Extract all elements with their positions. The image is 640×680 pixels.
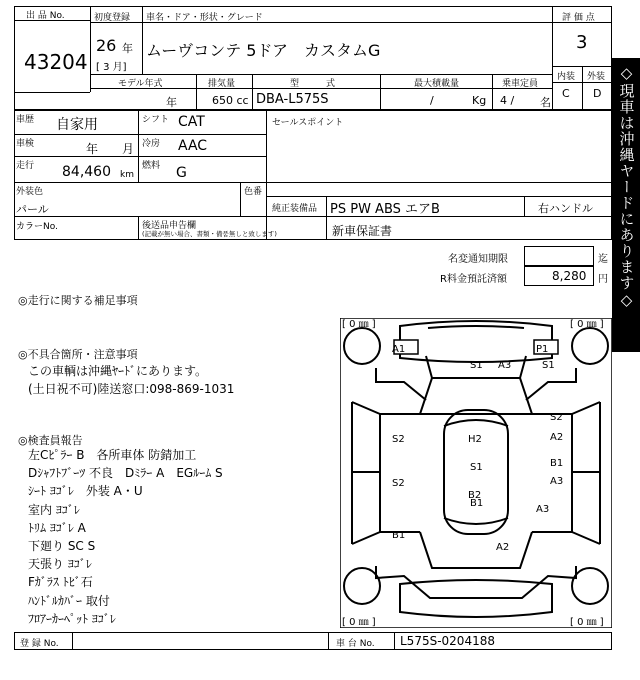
deadline-label: 名変通知期限 — [448, 254, 508, 265]
damage-mark: H2 — [468, 434, 482, 445]
defect-line-1: この車輌は沖縄ﾔｰﾄﾞにあります。 — [28, 364, 208, 378]
divider — [196, 74, 197, 110]
damage-mark: S2 — [392, 434, 405, 445]
deadline-box — [524, 246, 594, 266]
yard-notice-text: ◇現車は沖縄ヤードにあります◇ — [617, 64, 636, 310]
type-label: 型 式 — [290, 79, 336, 89]
equipment: PS PW ABS エアB — [330, 202, 440, 217]
history-label: 車歴 — [16, 115, 35, 125]
divider — [72, 632, 73, 650]
damage-mark: P1 — [536, 344, 549, 355]
inspector-line: ﾊﾝﾄﾞﾙｶﾊﾞｰ 取付 — [28, 593, 110, 608]
defect-line-2: (土日祝不可)陸送窓口:098-869-1031 — [28, 382, 235, 396]
first-reg-year: 26 — [96, 36, 117, 55]
max-load-label: 最大積載量 — [414, 79, 460, 89]
inspector-title: ◎検査員報告 — [18, 434, 83, 447]
chassis-label: 車 台 No. — [336, 639, 375, 649]
fuel-label: 燃料 — [142, 161, 161, 171]
damage-mark: S2 — [550, 412, 563, 423]
inspector-line: ｼｰﾄ ﾖｺﾞﾚ 外装 A・U — [28, 484, 143, 499]
damage-mark: B1 — [470, 498, 484, 509]
recycle-label: R料金預託済額 — [440, 274, 507, 285]
aftermarket-note: (記載が無い場合、書類・備품無しと致します) — [142, 230, 277, 238]
model-year-label: モデル年式 — [118, 79, 163, 89]
color-num-label: 色番 — [244, 187, 263, 197]
ext-color-label: 外装色 — [16, 187, 44, 197]
max-load-unit: Kg — [472, 94, 487, 107]
divider — [14, 156, 266, 157]
tire-rear-left — [344, 568, 380, 604]
interior-label: 内装 — [557, 72, 576, 82]
handle: 右ハンドル — [538, 202, 593, 215]
damage-mark: A1 — [392, 344, 406, 355]
divider — [240, 182, 241, 216]
damage-mark: S1 — [470, 462, 483, 473]
inspection-month: 月 — [122, 142, 135, 156]
inspector-line: 下廻り SC S — [28, 539, 96, 553]
shift: CAT — [178, 114, 205, 130]
inspector-line: ﾌﾛｱｰｶｰﾍﾟｯﾄ ﾖｺﾞﾚ — [28, 611, 116, 626]
inspection-year: 年 — [86, 142, 99, 156]
tire-depth-front-left: [ 0 ㎜ ] — [342, 319, 376, 330]
inspector-line: 天張り ﾖｺﾞﾚ — [28, 557, 92, 572]
yard-notice-banner — [612, 58, 640, 352]
divider — [14, 182, 612, 183]
divider — [266, 110, 267, 240]
divider — [138, 216, 139, 240]
divider — [90, 6, 91, 92]
damage-mark: S1 — [470, 360, 483, 371]
divider — [138, 110, 139, 182]
color-no-label: カラーNo. — [16, 222, 58, 232]
damage-diagram — [340, 318, 612, 628]
defect-title: ◎不具合箇所・注意事項 — [18, 348, 138, 361]
damage-mark: B1 — [550, 458, 564, 469]
ac-label: 冷房 — [142, 139, 161, 149]
divider — [14, 92, 90, 93]
inspector-line: Dｼｬﾌﾄﾌﾞｰﾂ 不良 Dﾐﾗｰ A EGﾙｰﾑ S — [28, 466, 223, 481]
fuel: G — [176, 165, 187, 181]
lot-number: 43204 — [24, 50, 88, 74]
divider — [394, 632, 395, 650]
inspector-line: ﾄﾘﾑ ﾖｺﾞﾚ A — [28, 520, 86, 535]
inspection-label: 車検 — [16, 139, 35, 149]
exterior-label: 外装 — [587, 72, 606, 82]
mileage: 84,460 — [62, 164, 111, 180]
divider — [142, 6, 143, 74]
tire-front-left — [344, 328, 380, 364]
reg-label: 登 録 No. — [20, 639, 59, 649]
driving-title: ◎走行に関する補足事項 — [18, 294, 138, 307]
damage-mark: A2 — [496, 542, 510, 553]
type-value: DBA-L575S — [256, 92, 329, 107]
displacement: 650 cc — [212, 94, 249, 107]
deadline-unit: 迄 — [598, 254, 608, 265]
damage-mark: S1 — [542, 360, 555, 371]
mileage-unit: km — [120, 170, 134, 180]
divider — [492, 74, 493, 110]
divider — [90, 74, 552, 75]
damage-mark: B1 — [392, 530, 406, 541]
displacement-label: 排気量 — [208, 79, 236, 89]
max-load-slash: / — [430, 94, 434, 107]
tire-front-right — [572, 328, 608, 364]
divider — [582, 66, 583, 110]
divider — [328, 632, 329, 650]
divider — [14, 134, 266, 135]
exterior-score: D — [593, 87, 602, 100]
ext-color: パール — [16, 203, 49, 216]
mileage-label: 走行 — [16, 161, 35, 171]
damage-mark: A3 — [550, 476, 564, 487]
damage-mark: A3 — [498, 360, 512, 371]
inspector-line: 左Cﾋﾟﾗｰ B 各所車体 防錆加工 — [28, 448, 197, 462]
shift-label: シフト — [142, 115, 170, 125]
damage-mark: A2 — [550, 432, 564, 443]
damage-mark: A3 — [536, 504, 550, 515]
inspector-line: Fｶﾞﾗｽ ﾄﾋﾞ石 — [28, 575, 93, 590]
divider — [552, 82, 612, 83]
tire-rear-right — [572, 568, 608, 604]
model-year-unit: 年 — [166, 96, 177, 109]
divider — [266, 196, 612, 197]
first-reg-label: 初度登録 — [94, 13, 131, 23]
score-label: 評 価 点 — [562, 13, 595, 23]
lot-label: 出 品 No. — [26, 11, 65, 21]
tire-depth-rear-left: [ 0 ㎜ ] — [342, 617, 376, 628]
car-name-label: 車名・ドア・形状・グレード — [146, 13, 263, 23]
footer-frame — [14, 632, 612, 650]
equip-label: 純正装備品 — [272, 204, 318, 214]
car-name: ムーヴコンテ 5ドア カスタムG — [146, 41, 381, 60]
tire-depth-rear-right: [ 0 ㎜ ] — [570, 617, 604, 628]
ac: AAC — [178, 138, 208, 154]
interior-score: C — [562, 87, 570, 100]
divider — [326, 196, 327, 240]
inspector-line: 室内 ﾖｺﾞﾚ — [28, 502, 80, 517]
year-unit: 年 — [122, 42, 133, 55]
history: 自家用 — [56, 117, 98, 133]
score: 3 — [576, 32, 588, 53]
warranty: 新車保証書 — [332, 224, 393, 238]
divider — [380, 74, 381, 110]
tire-depth-front-right: [ 0 ㎜ ] — [570, 319, 604, 330]
sales-point-label: セールスポイント — [272, 118, 344, 128]
damage-mark: S2 — [392, 478, 405, 489]
capacity-unit: 名 — [540, 96, 551, 109]
divider — [524, 196, 525, 216]
damage-mark: B2 — [468, 490, 482, 501]
capacity: 4 / — [500, 94, 515, 107]
divider — [14, 216, 612, 217]
recycle-unit: 円 — [598, 274, 608, 285]
aftermarket-label: 後送品申告欄 — [142, 221, 197, 231]
chassis-number: L575S-0204188 — [400, 634, 495, 648]
first-reg-month: [ 3 月] — [96, 62, 127, 73]
recycle-amount: 8,280 — [552, 269, 587, 283]
divider — [252, 74, 253, 110]
capacity-label: 乗車定員 — [502, 79, 539, 89]
